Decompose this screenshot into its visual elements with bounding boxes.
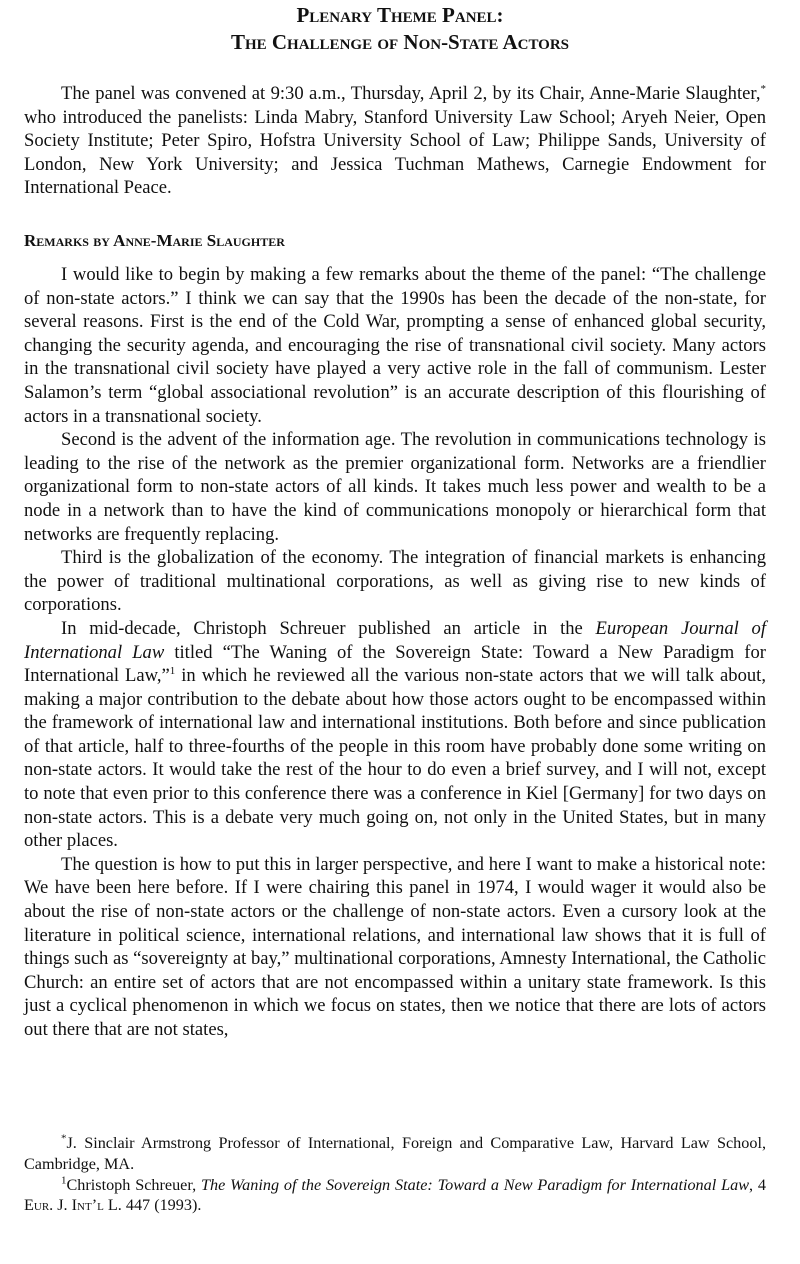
p4-text-b: titled “The Waning of the Sovereign State: Toward a New Paradigm for International Law,” (24, 641, 766, 687)
remarks-paragraph-4 (24, 617, 766, 853)
intro-text-b: who introduced the panelists: Linda Mabry, Stanford University Law School; Aryeh Neier, Open Society Institute; Peter Spiro, Hofstra University School of Law; Philippe Sands, University of London, New York University; and Jessica Tuchman Mathews, Carnegie Endowment for International Peace. (24, 106, 766, 199)
remarks-paragraph-2: Second is the advent of the information age. The revolution in communications technology is leading to the rise of the network as the premier organizational form. Networks are a friendlier organizational form to non-state actors of all kinds. It takes much less power and wealth to be a node in a network than to have the kind of communications monopoly or hierarchical form that networks are frequently replacing. (24, 429, 766, 545)
footnote-1-text-c: 447 (1993). (121, 1196, 202, 1215)
footnote-star-text: J. Sinclair Armstrong Professor of International, Foreign and Comparative Law, Harvard Law School, Cambridge, MA. (24, 1134, 766, 1173)
footnote-1-marker: 1 (61, 1174, 67, 1187)
intro-paragraph (24, 82, 766, 200)
page-title (0, 2, 800, 56)
footnote-1-title: The Waning of the Sovereign State: Toward a New Paradigm for International Law (201, 1175, 749, 1194)
intro-section (24, 82, 766, 200)
remarks-paragraph-3: Third is the globalization of the economy. The integration of financial markets is enhancing the power of traditional multinational corporations, as well as giving rise to new kinds of corporations. (24, 547, 766, 616)
section-heading: Remarks by Anne-Marie Slaughter (24, 231, 285, 250)
footnote-star (24, 1133, 766, 1175)
footnotes (24, 1133, 766, 1216)
p4-text-a: In mid-decade, Christoph Schreuer published an article in the (61, 617, 596, 639)
remarks-paragraph-1: I would like to begin by making a few remarks about the theme of the panel: “The challenge of non-state actors.” I think we can say that the 1990s has been the decade of the non-state, for several reasons. First is the end of the Cold War, prompting a sense of enhanced global security, changing the security agenda, and encouraging the rise of transnational civil society. Many actors in the transnational civil society have played a very active role in the fall of communism. Lester Salamon’s term “global associational revolution” is an accurate description of this flourishing of actors in a transnational society. (24, 264, 766, 427)
remarks-section (24, 263, 766, 1042)
footnote-1-text-b: , 4 (749, 1175, 767, 1194)
footnote-1-journal: Eur. J. Int’l L. (24, 1196, 122, 1215)
footnote-marker-star: * (760, 82, 766, 95)
footnote-marker-1: 1 (169, 664, 176, 677)
footnote-1 (24, 1175, 766, 1217)
remarks-paragraph-5: The question is how to put this in larger perspective, and here I want to make a historical note: We have been here before. If I were chairing this panel in 1974, I would wager it would also be about the rise of non-state actors or the challenge of non-state actors. Even a cursory look at the literature in political science, international relations, and international law shows that it is full of things such as “sovereignty at bay,” multinational corporations, Amnesty International, the Catholic Church: an entire set of actors that are not encompassed within a unitary state framework. Is this just a cyclical phenomenon in which we focus on states, then we notice that there are lots of actors out there that are not states, (24, 853, 766, 1040)
footnote-1-text-a: Christoph Schreuer, (66, 1175, 202, 1194)
journal-title: European Journal of International Law (24, 617, 766, 663)
p4-text-c: in which he reviewed all the various non-state actors that we will talk about, making a major contribution to the debate about how those actors ought to be encompassed within the framework of international law and international institutions. Both before and since publication of that article, half to three-fourths of the people in this room have probably done some writing on non-state actors. It would take the rest of the hour to do even a brief survey, and I will not, except to note that even prior to this conference there was a conference in Kiel [Germany] for two days on non-state actors. This is a debate very much going on, not only in the United States, but in many other places. (24, 665, 766, 852)
title-line-2: The Challenge of Non-State Actors (230, 30, 570, 54)
intro-text-a: The panel was convened at 9:30 a.m., Thursday, April 2, by its Chair, Anne-Marie Slaughter, (61, 83, 761, 104)
footnote-star-marker: * (61, 1132, 67, 1145)
title-line-1: Plenary Theme Panel: (296, 3, 504, 27)
